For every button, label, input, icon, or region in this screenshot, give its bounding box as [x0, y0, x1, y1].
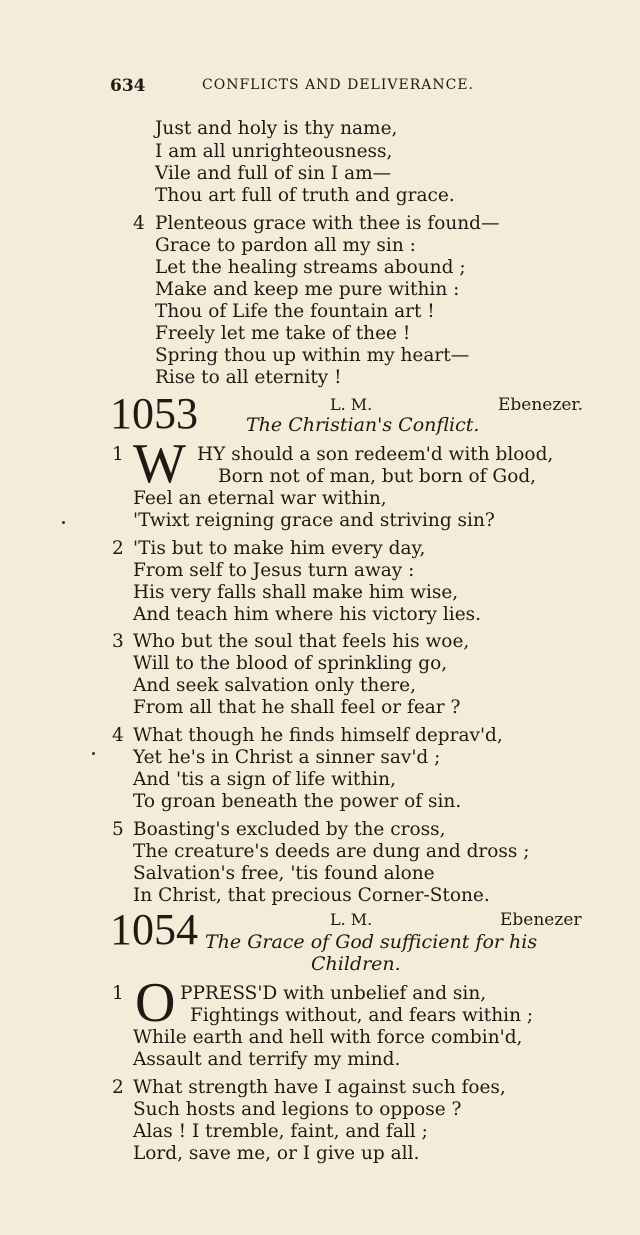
verse-line: PPRESS'D with unbelief and sin, — [180, 983, 487, 1004]
verse-line: In Christ, that precious Corner-Stone. — [133, 885, 490, 906]
verse-line: Just and holy is thy name, — [155, 118, 398, 139]
verse-line: Feel an eternal war within, — [133, 488, 387, 509]
verse-line: Spring thou up within my heart— — [155, 345, 470, 366]
hymn-meter: L. M. — [330, 395, 373, 414]
verse-line: While earth and hell with force combin'd, — [133, 1027, 523, 1048]
verse-line: To groan beneath the power of sin. — [133, 791, 462, 812]
verse-line: Thou of Life the fountain art ! — [155, 301, 435, 322]
drop-cap: W — [133, 433, 186, 495]
verse-line: Alas ! I tremble, faint, and fall ; — [133, 1121, 428, 1142]
verse-line: Boasting's excluded by the cross, — [133, 819, 446, 840]
stanza-number: 4 — [133, 213, 145, 234]
verse-line: Vile and full of sin I am— — [155, 163, 392, 184]
page-header — [110, 76, 590, 100]
verse-line: Thou art full of truth and grace. — [155, 185, 455, 206]
hymn-tune: Ebenezer. — [498, 395, 584, 415]
verse-line: From self to Jesus turn away : — [133, 560, 415, 581]
print-speck — [92, 752, 95, 755]
verse-line: And seek salvation only there, — [133, 675, 416, 696]
stanza-number: 3 — [112, 631, 124, 652]
verse-line: HY should a son redeem'd with blood, — [197, 444, 554, 465]
stanza-number: 4 — [112, 725, 124, 746]
verse-line: Freely let me take of thee ! — [155, 323, 411, 344]
hymn-title: The Grace of God sufficient for his — [205, 931, 538, 953]
print-speck — [62, 521, 65, 524]
verse-line: Who but the soul that feels his woe, — [133, 631, 470, 652]
verse-line: Salvation's free, 'tis found alone — [133, 863, 435, 884]
running-title: CONFLICTS AND DELIVERANCE. — [202, 77, 474, 93]
verse-line: Such hosts and legions to oppose ? — [133, 1099, 462, 1120]
hymn-title: The Christian's Conflict. — [246, 414, 480, 436]
verse-line: Grace to pardon all my sin : — [155, 235, 416, 256]
stanza-number: 2 — [112, 538, 124, 559]
verse-line: Plenteous grace with thee is found— — [155, 213, 500, 234]
verse-line: I am all unrighteousness, — [155, 141, 393, 162]
stanza-number: 5 — [112, 819, 124, 840]
verse-line: Make and keep me pure within : — [155, 279, 460, 300]
verse-line: Let the healing streams abound ; — [155, 257, 466, 278]
verse-line: Rise to all eternity ! — [155, 367, 342, 388]
hymn-number: 1053 — [110, 389, 198, 438]
verse-line: 'Tis but to make him every day, — [133, 538, 426, 559]
verse-line: What though he finds himself deprav'd, — [133, 725, 503, 746]
hymn-title-continued: Children. — [311, 953, 401, 975]
drop-cap: O — [135, 972, 176, 1034]
hymn-meter: L. M. — [330, 910, 373, 929]
verse-line: The creature's deeds are dung and dross ; — [133, 841, 530, 862]
verse-line: Born not of man, but born of God, — [218, 466, 537, 487]
verse-line: Will to the blood of sprinkling go, — [133, 653, 448, 674]
verse-line: Lord, save me, or I give up all. — [133, 1143, 420, 1164]
verse-line: And 'tis a sign of life within, — [133, 769, 396, 790]
verse-line: Assault and terrify my mind. — [133, 1049, 401, 1070]
stanza-number: 1 — [112, 983, 124, 1004]
verse-line: And teach him where his victory lies. — [133, 604, 482, 625]
verse-line: Fightings without, and fears within ; — [190, 1005, 534, 1026]
verse-line: Yet he's in Christ a sinner sav'd ; — [133, 747, 441, 768]
hymn-number: 1054 — [110, 905, 198, 954]
stanza-number: 2 — [112, 1077, 124, 1098]
verse-line: His very falls shall make him wise, — [133, 582, 459, 603]
verse-line: 'Twixt reigning grace and striving sin? — [133, 510, 495, 531]
stanza-number: 1 — [112, 444, 124, 465]
verse-line: What strength have I against such foes, — [133, 1077, 506, 1098]
hymn-tune: Ebenezer — [500, 910, 582, 930]
page-number: 634 — [110, 76, 146, 96]
verse-line: From all that he shall feel or fear ? — [133, 697, 461, 718]
